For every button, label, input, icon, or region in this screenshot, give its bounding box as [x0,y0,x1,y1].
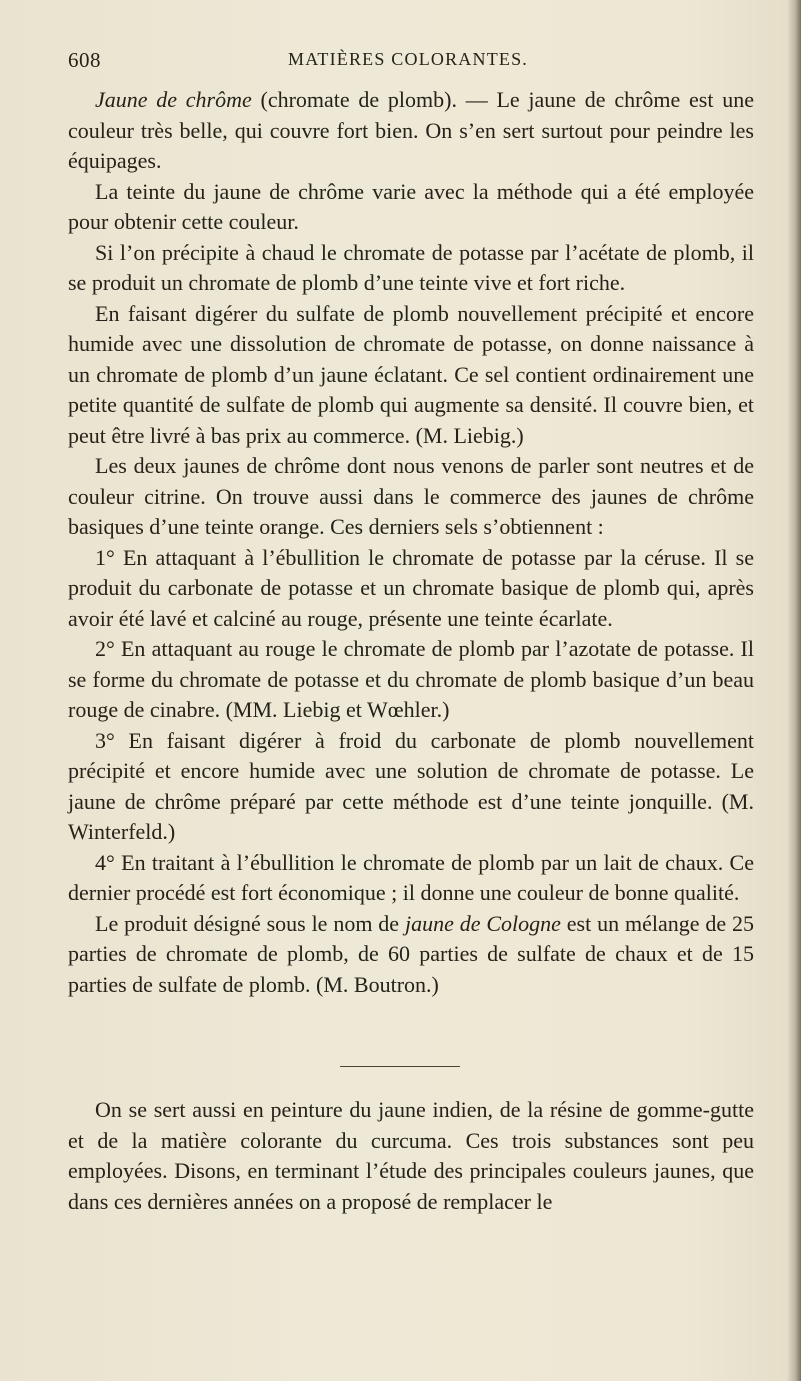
running-title: MATIÈRES COLORANTES. [287,49,528,69]
paragraph: 2° En attaquant au rouge le chromate de plomb par l’azotate de potasse. Il se forme du chromate de potasse et du chromate de plomb basique d’un beau rouge de cinabre. (MM. Liebig et Wœhler.) [68,636,754,722]
continuation-text [68,1095,754,1217]
page-number: 608 [68,48,101,72]
paragraph: En faisant digérer du sulfate de plomb nouvellement précipité et encore humide avec une dissolution de chromate de potasse, on donne naissance à un chromate de plomb d’un jaune éclatant. Ce sel contient ordinairement une petite quantité de sulfate de plomb qui augmente sa densité. Il couvre bien, et peut être livré à bas prix au commerce. (M. Liebig.) [68,300,754,448]
paragraph: 1° En attaquant à l’ébullition le chromate de potasse par la céruse. Il se produit du carbonate de potasse et un chromate basique de plomb qui, après avoir été lavé et calciné au rouge, présente une teinte écarlate. [68,544,754,631]
main-text [68,85,754,1000]
paragraph: 3° En faisant digérer à froid du carbonate de plomb nouvellement précipité et encore humide avec une solution de chromate de potasse. Le jaune de chrôme préparé par cette méthode est d’une teinte jonquille. (M. Winterfeld.) [68,727,754,844]
page-edge-shadow [787,0,801,1381]
section-divider [340,1066,460,1067]
paragraph: Si l’on précipite à chaud le chromate de potasse par l’acétate de plomb, il se produit un chromate de plomb d’une teinte vive et fort riche. [68,239,754,295]
paragraph: La teinte du jaune de chrôme varie avec la méthode qui a été employée pour obtenir cette couleur. [68,178,754,234]
paragraph: Le produit désigné sous le nom de jaune de Cologne est un mélange de 25 parties de chromate de plomb, de 60 parties de sulfate de chaux et de 15 parties de sulfate de plomb. (M. Boutron.) [68,910,754,997]
paragraph: Les deux jaunes de chrôme dont nous venons de parler sont neutres et de couleur citrine. On trouve aussi dans le commerce des jaunes de chrôme basiques d’une teinte orange. Ces derniers sels s’obtiennent : [68,453,754,539]
paragraph: On se sert aussi en peinture du jaune indien, de la résine de gomme-gutte et de la matière colorante du curcuma. Ces trois substances sont peu employées. Disons, en terminant l’étude des principales couleurs jaunes, que dans ces dernières années on a proposé de remplacer le [68,1097,754,1214]
paragraph: Jaune de chrôme (chromate de plomb). — Le jaune de chrôme est une couleur très belle, qui couvre fort bien. On s’en sert surtout pour peindre les équipages. [68,87,754,173]
italic-term: Jaune de chrôme [95,87,252,112]
paragraph: 4° En traitant à l’ébullition le chromate de plomb par un lait de chaux. Ce dernier procédé est fort économique ; il donne une couleur de bonne qualité. [68,849,754,905]
italic-term: jaune de Cologne [404,910,561,936]
page-header [68,48,748,78]
